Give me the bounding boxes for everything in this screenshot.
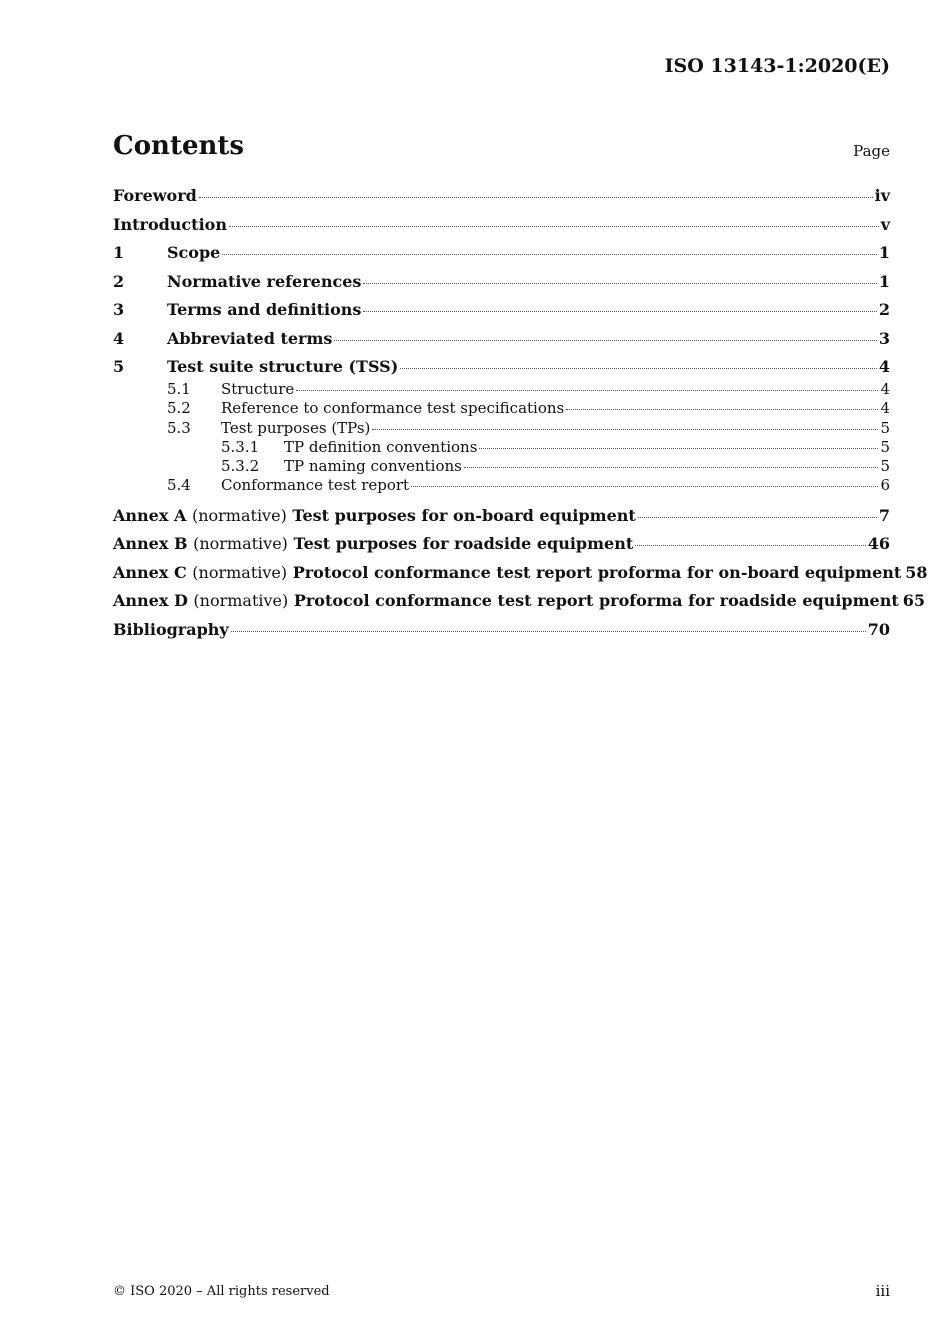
leader-dots — [372, 428, 878, 430]
annex-kind: (normative) — [191, 505, 287, 525]
annex-label: Annex B — [113, 534, 188, 554]
toc-entry-page: 6 — [880, 476, 890, 495]
leader-dots — [638, 516, 877, 518]
toc-entry-number: 5.3.1 — [221, 437, 260, 456]
toc-entry-title: Reference to conformance test specifications — [221, 399, 565, 418]
toc-subentry-test-purposes[interactable] — [113, 419, 890, 438]
toc-entry-page: 4 — [878, 357, 890, 376]
toc-entry-title: Bibliography — [113, 619, 229, 639]
toc-entry-page: 7 — [878, 505, 890, 525]
toc-entry-title: Terms and definitions — [167, 300, 362, 319]
leader-dots — [566, 408, 878, 410]
leader-dots — [479, 447, 878, 449]
toc-annex-d[interactable] — [113, 588, 925, 614]
annex-kind: (normative) — [192, 562, 288, 582]
toc-entry-number: 5.4 — [167, 476, 191, 495]
toc-entry-number: 2 — [113, 271, 125, 291]
toc-entry-page: 5 — [880, 457, 890, 476]
toc-entry-page: 5 — [880, 437, 890, 456]
leader-dots — [411, 485, 878, 487]
toc-entry-title: Introduction — [113, 214, 227, 234]
toc-entry-page: 65 — [902, 591, 925, 611]
toc-entry-page: 5 — [880, 418, 890, 437]
toc-entry-page: 58 — [905, 562, 928, 582]
toc-entry-number: 5.3.2 — [221, 457, 260, 476]
leader-dots — [464, 466, 879, 468]
toc-entry-title: Normative references — [167, 271, 362, 291]
table-of-contents — [113, 183, 928, 645]
toc-entry-number: 4 — [113, 328, 125, 348]
leader-dots — [635, 544, 866, 546]
leader-dots — [199, 196, 873, 198]
toc-entry-scope[interactable] — [113, 240, 890, 266]
leader-dots — [296, 389, 878, 391]
toc-subentry-structure[interactable] — [113, 380, 890, 399]
toc-subentry-tp-definition-conventions[interactable] — [113, 438, 890, 457]
leader-dots — [229, 225, 879, 227]
annex-heading: Test purposes for on-board equipment — [292, 505, 636, 525]
contents-title: Contents — [113, 131, 245, 161]
toc-entry-number: 5.1 — [167, 380, 191, 398]
toc-subentry-reference-to-conformance[interactable] — [113, 399, 890, 418]
annex-heading: Test purposes for roadside equipment — [293, 534, 634, 554]
toc-entry-page: 4 — [880, 399, 890, 418]
toc-entry-terms-and-definitions[interactable] — [113, 297, 890, 323]
annex-title — [113, 588, 899, 614]
toc-entry-normative-references[interactable] — [113, 269, 890, 295]
toc-subentry-conformance-test-report[interactable] — [113, 476, 890, 495]
toc-entry-bibliography[interactable] — [113, 617, 890, 643]
toc-entry-title: Structure — [221, 380, 295, 398]
leader-dots — [231, 630, 866, 632]
annex-title — [113, 503, 636, 529]
toc-annex-a[interactable] — [113, 503, 890, 529]
document-id: ISO 13143-1:2020(E) — [664, 55, 890, 77]
toc-entry-foreword[interactable] — [113, 183, 890, 209]
toc-entry-number: 5.3 — [167, 418, 191, 437]
toc-entry-title: Scope — [167, 243, 221, 262]
toc-entry-page: 2 — [878, 300, 890, 319]
toc-subentry-tp-naming-conventions[interactable] — [113, 457, 890, 476]
toc-entry-number: 5.2 — [167, 399, 191, 418]
toc-entry-title: TP definition conventions — [284, 437, 478, 456]
annex-heading: Protocol conformance test report proforma for roadside equipment — [293, 591, 899, 611]
annex-title — [113, 531, 633, 557]
toc-entry-introduction[interactable] — [113, 212, 890, 238]
annex-label: Annex C — [113, 562, 187, 582]
page-column-label: Page — [853, 142, 890, 160]
page-number: iii — [875, 1282, 890, 1300]
annex-kind: (normative) — [193, 534, 288, 554]
toc-entry-page: 46 — [867, 534, 890, 554]
leader-dots — [363, 310, 876, 312]
annex-label: Annex D — [113, 591, 188, 611]
toc-entry-page: iv — [874, 186, 890, 205]
toc-entry-page: 70 — [867, 619, 890, 639]
leader-dots — [400, 367, 877, 369]
toc-entry-title: Test purposes (TPs) — [221, 418, 371, 437]
annex-label: Annex A — [113, 505, 187, 525]
leader-dots — [222, 253, 877, 255]
annex-kind: (normative) — [193, 591, 289, 611]
toc-entry-title: TP naming conventions — [284, 457, 462, 476]
toc-entry-page: 1 — [878, 243, 890, 262]
toc-entry-number: 3 — [113, 300, 125, 319]
toc-entry-page: 3 — [878, 328, 890, 348]
leader-dots — [334, 339, 876, 341]
toc-entry-page: v — [880, 214, 890, 234]
toc-entry-title: Abbreviated terms — [167, 328, 333, 348]
copyright-notice: © ISO 2020 – All rights reserved — [113, 1284, 330, 1299]
toc-entry-number: 1 — [113, 243, 125, 262]
annex-heading: Protocol conformance test report proforma for on-board equipment — [292, 562, 902, 582]
toc-annex-c[interactable] — [113, 560, 928, 586]
toc-annex-b[interactable] — [113, 531, 890, 557]
leader-dots — [363, 282, 876, 284]
toc-entry-title: Test suite structure (TSS) — [167, 357, 399, 376]
toc-entry-number: 5 — [113, 357, 125, 376]
toc-entry-test-suite-structure[interactable] — [113, 354, 890, 380]
toc-entry-page: 1 — [878, 271, 890, 291]
toc-entry-title: Foreword — [113, 186, 197, 205]
toc-entry-title: Conformance test report — [221, 476, 410, 495]
annex-title — [113, 560, 901, 586]
toc-entry-abbreviated-terms[interactable] — [113, 326, 890, 352]
toc-entry-page: 4 — [880, 380, 890, 398]
